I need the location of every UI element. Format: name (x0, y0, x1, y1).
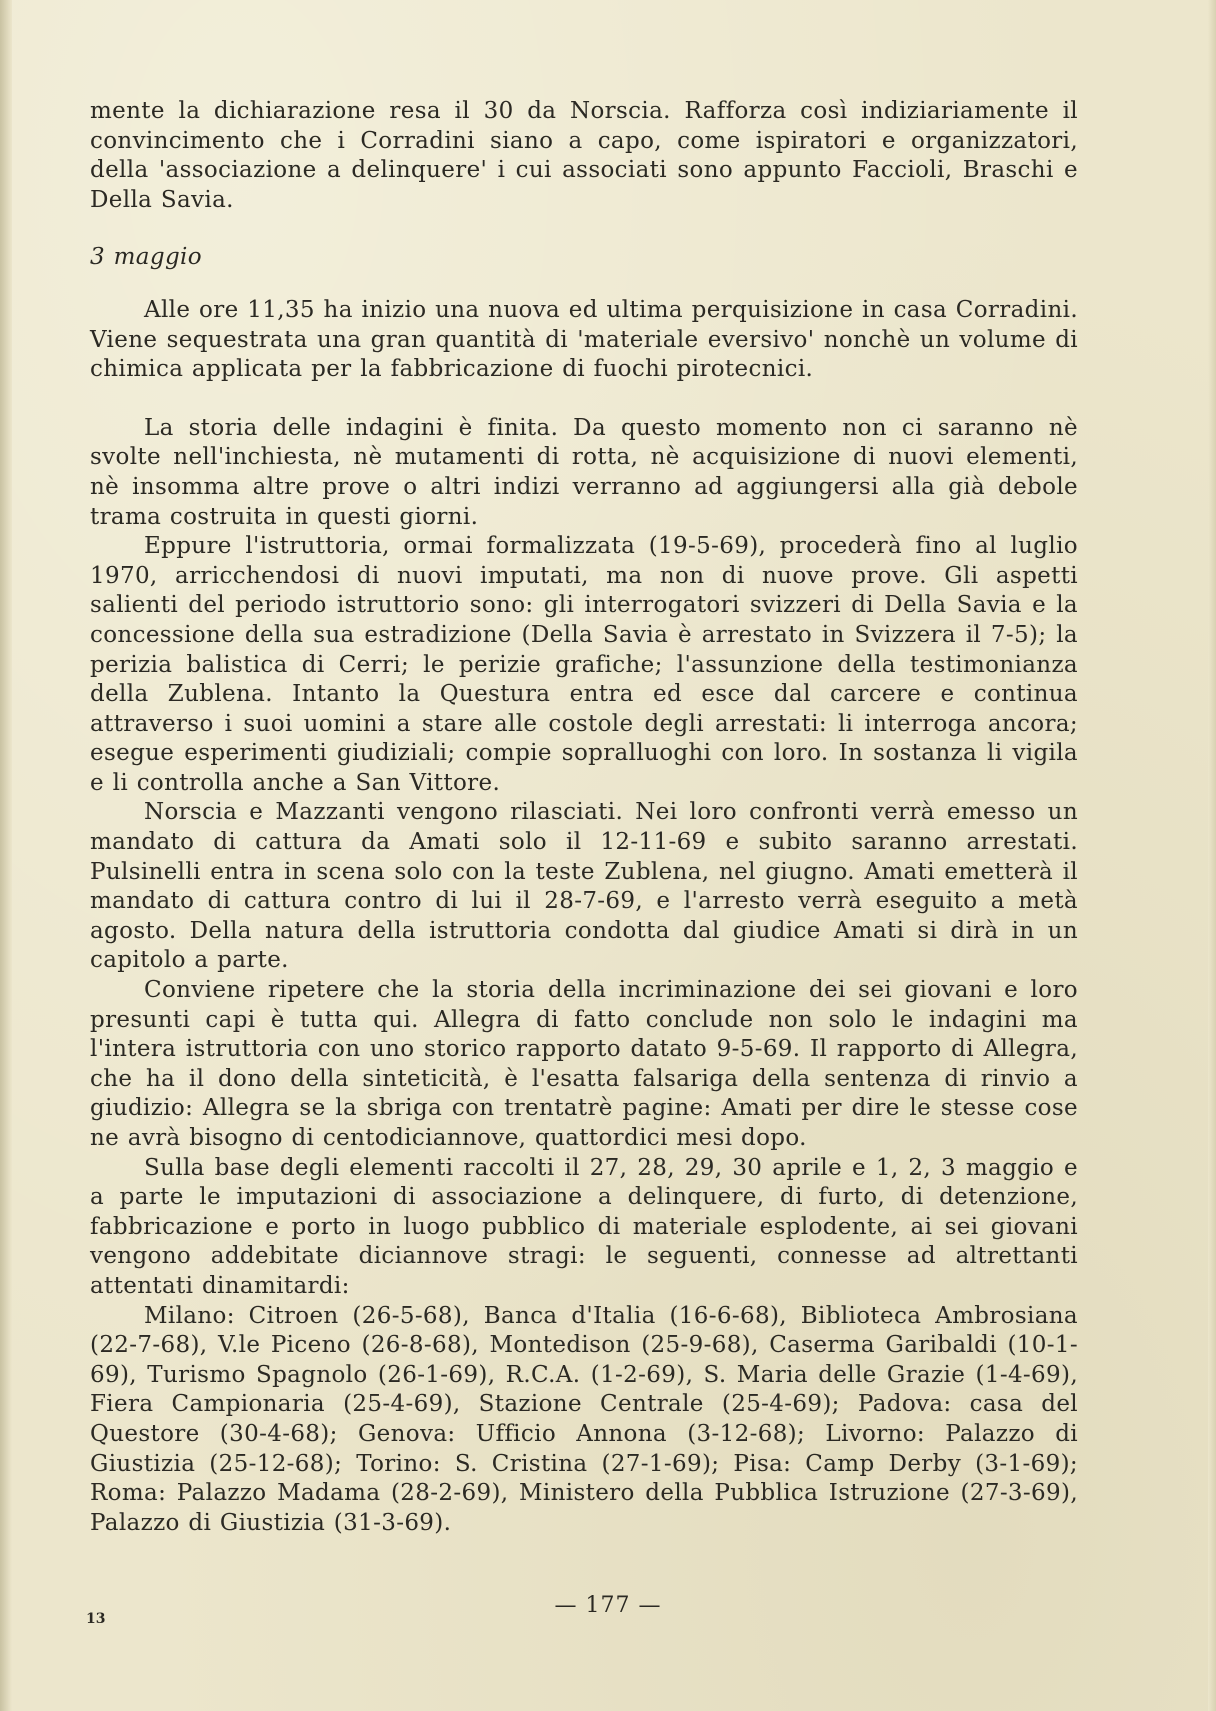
paragraph-storia-finita: La storia delle indagini è finita. Da questo momento non ci saranno nè svolte nell'inchiesta, nè mutamenti di rotta, nè acquisizione di nuovi elementi, nè insomma altre prove o altri indizi verranno ad aggiungersi alla già debole trama costruita in questi giorni. (90, 414, 1078, 530)
paragraph-norscia-mazzanti: Norscia e Mazzanti vengono rilasciati. Nei loro confronti verrà emesso un mandato di cattura da Amati solo il 12-11-69 e subito saranno arrestati. Pulsinelli entra in scena solo con la teste Zublena, nel giugno. Amati emetterà il mandato di cattura contro di lui il 28-7-69, e l'arresto verrà eseguito a metà agosto. Della natura della istruttoria condotta dal giudice Amati si dirà in un capitolo a parte. (90, 799, 1078, 974)
paragraph-perquisizione: Alle ore 11,35 ha inizio una nuova ed ultima perquisizione in casa Corradini. Viene sequestrata una gran quantità di 'materiale eversivo' nonchè un volume di chimica applicata per la fabbricazione di fuochi pirotecnici. (90, 296, 1078, 383)
opening-paragraph: mente la dichiarazione resa il 30 da Norscia. Rafforza così indiziariamente il convincimento che i Corradini siano a capo, come ispiratori e organizzatori, della 'associazione a delinquere' i cui associati sono appunto Faccioli, Braschi e Della Savia. (90, 98, 1078, 213)
paragraph-istruttoria: Eppure l'istruttoria, ormai formalizzata (19-5-69), procederà fino al luglio 1970, arricchendosi di nuovi imputati, ma non di nuove prove. Gli aspetti salienti del periodo istruttorio sono: gli interrogatori svizzeri di Della Savia e la concessione della sua estradizione (Della Savia è arrestato in Svizzera il 7-5); la perizia balistica di Cerri; le perizie grafiche; l'assunzione della testimonianza della Zublena. Intanto la Questura entra ed esce dal carcere e continua attraverso i suoi uomini a stare alle costole degli arrestati: li interroga ancora; esegue esperimenti giudiziali; compie sopralluoghi con loro. In sostanza li vigila e li controlla anche a San Vittore. (90, 533, 1078, 796)
page-shadow-right (1208, 0, 1216, 1711)
page-number: — 177 — (554, 1593, 662, 1618)
paragraph-sulla-base: Sulla base degli elementi raccolti il 27, 28, 29, 30 aprile e 1, 2, 3 maggio e a parte le imputazioni di associazione a delinquere, di furto, di detenzione, fabbricazione e porto in luogo pubblico di materiale esplodente, ai sei giovani vengono addebitate diciannove stragi: le seguenti, connesse ad altrettanti attentati dinamitardi: (90, 1154, 1078, 1299)
paragraph-elenco-attentati: Milano: Citroen (26-5-68), Banca d'Italia (16-6-68), Biblioteca Ambrosiana (22-7-68), V.le Piceno (26-8-68), Montedison (25-9-68), Caserma Garibaldi (10-1-69), Turismo Spagnolo (26-1-69), R.C.A. (1-2-69), S. Maria delle Grazie (1-4-69), Fiera Campionaria (25-4-69), Stazione Centrale (25-4-69); Padova: casa del Questore (30-4-68); Genova: Ufficio Annona (3-12-68); Livorno: Palazzo di Giustizia (25-12-68); Torino: S. Cristina (27-1-69); Pisa: Camp Derby (3-1-69); Roma: Palazzo Madama (28-2-69), Ministero della Pubblica Istruzione (27-3-69), Palazzo di Giustizia (31-3-69). (90, 1302, 1078, 1536)
page-shadow-left (0, 0, 12, 1711)
paragraph-conviene-ripetere: Conviene ripetere che la storia della incriminazione dei sei giovani e loro presunti capi è tutta qui. Allegra di fatto conclude non solo le indagini ma l'intera istruttoria con uno storico rapporto datato 9-5-69. Il rapporto di Allegra, che ha il dono della sinteticità, è l'esatta falsariga della sentenza di rinvio a giudizio: Allegra se la sbriga con trentatrè pagine: Amati per dire le stesse cose ne avrà bisogno di centodiciannove, quattordici mesi dopo. (90, 977, 1078, 1151)
date-heading: 3 maggio (90, 244, 202, 271)
body-text (90, 97, 1078, 1538)
signature-mark: 13 (86, 1611, 106, 1627)
